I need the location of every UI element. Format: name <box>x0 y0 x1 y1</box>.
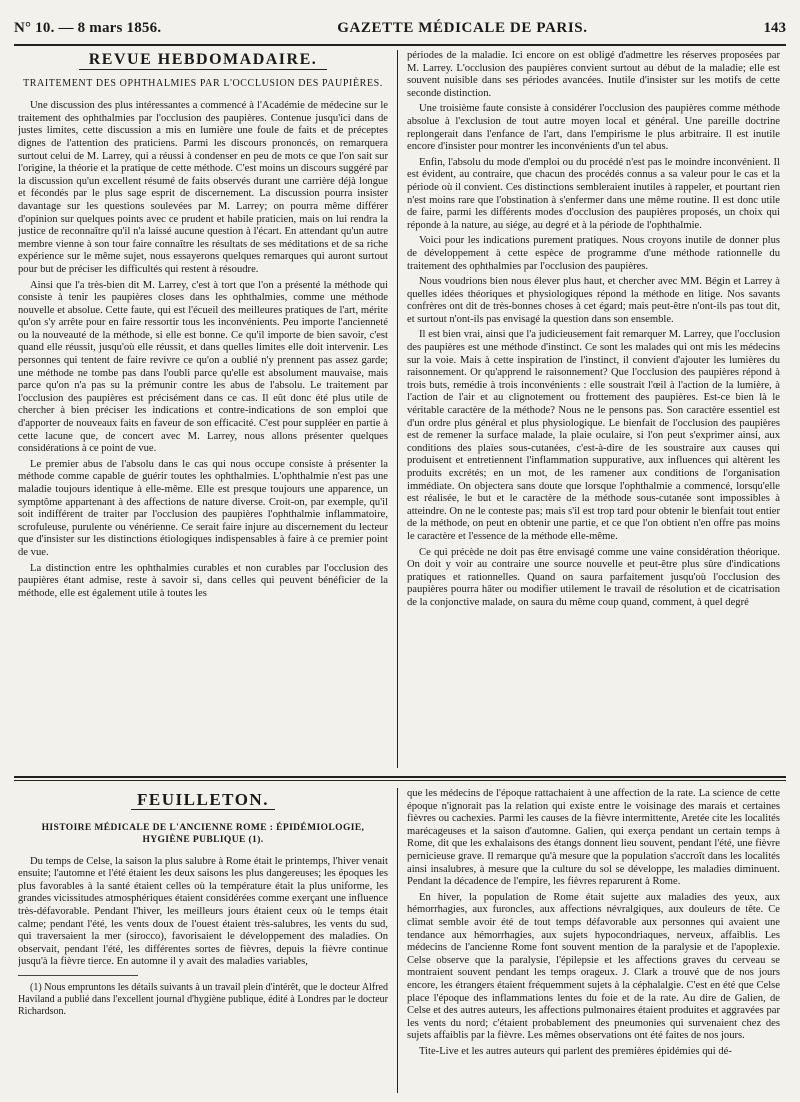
feuilleton-title: FEUILLETON. <box>18 794 388 810</box>
section-rule-bottom <box>14 780 786 781</box>
footnote-rule <box>18 975 138 976</box>
revue-left-column <box>18 50 388 770</box>
feuilleton-subtitle: HISTOIRE MÉDICALE DE L'ANCIENNE ROME : ÉPIDÉMIOLOGIE, HYGIÈNE PUBLIQUE (1). <box>41 822 365 845</box>
revue-paragraph: Une discussion des plus intéressantes a commencé à l'Académie de médecine sur le traitement des ophthalmies par l'occlusion des paupières. Contenue jusqu'ici dans de justes limites, cette discussion a mis en lumière une foule de faits et de préceptes dignes de l'attention des praticiens. Parmi les discours prononcés, on remarquera surtout celui de M. Larrey, qui a réussi à condenser en peu de mots ce que l'on sait sur l'origine, la théorie et la pratique de cette méthode. C'est moins un discours suggéré par la discussion qu'un excellent résumé de faits observés durant une carrière déjà longue et fécondés par le plus sage esprit de discernement. La discussion pourra insister davantage sur les questions soulevées par M. Larrey; on pourra même différer d'opinion sur quelques points avec ce prudent et habile praticien, mais on lui rendra la justice de reconnaître qu'il n'a laissé aucune question à l'écart. En attendant qu'un autre membre vienne à son tour faire connaître les résultats de ses méditations et de sa riche expérience sur le même sujet, nous essayerons quelques remarques qui auront surtout pour but de préciser les difficultés qui restent à résoudre. <box>18 100 388 275</box>
revue-paragraph: Ainsi que l'a très-bien dit M. Larrey, c'est à tort que l'on a présenté la méthode qui consiste à tenir les paupières closes dans les ophthalmies, comme une méthode nouvelle et absolue. Cette faute, qui est l'écueil des meilleures pratiques de l'art, mérite qu'on s'y arrête pour en faire ressortir tous les inconvénients. Peu importe l'ancienneté ou la nouveauté de la méthode, si elle est bonne. Ce qu'il importe de bien savoir, c'est quand elle réussit, jusqu'où elle réussit, et dans quelles limites elle doit intervenir. Les personnes qui tentent de faire revivre ce qu'on a oublié n'y prennent pas assez garde; une méthode ne tombe pas dans l'oubli parce qu'elle est absolument mauvaise, mais parce qu'on n'a pas su la prémunir contre les abus de l'absolu. Le traitement par l'occlusion des paupières est précisément dans ce cas. Il eût donc été plus utile de chercher à bien préciser les indications et contre-indications de son emploi que d'apporter de nouveaux faits en faveur de son efficacité. C'est pour suppléer en partie à cette lacune que, de concert avec M. Larrey, nous allons présenter quelques considérations à ce point de vue. <box>18 279 388 455</box>
feuilleton-left-column <box>18 788 388 1093</box>
revue-paragraph: La distinction entre les ophthalmies curables et non curables par l'occlusion des paupières étant admise, reste à savoir si, dans celles qui peuvent bénéficier de la méthode, elle est également utile à toutes les <box>18 562 388 599</box>
feuilleton-paragraph: Du temps de Celse, la saison la plus salubre à Rome était le printemps, l'hiver venait ensuite; l'automne et l'été étaient les deux saisons les plus dangereuses; les époques les plus favorables à la santé étaient celles où la température était la plus uniforme, les grandes vicissitudes atmosphériques étaient considérées comme exerçant une influence très-défavorable. Pendant l'hiver, les meilleurs jours étaient ceux où le temps était calme; pendant l'été, les vents doux de l'ouest étaient très-salubres, les vents du sud, qui traversaient la mer (sirocco), favorisaient le développement des maladies. On observait, pendant l'été, les différentes sortes de fièvres, depuis la fièvre continue jusqu'à la fièvre tierce. En automne il y avait des maladies variables, <box>18 855 388 968</box>
revue-paragraph: Nous voudrions bien nous élever plus haut, et chercher avec MM. Bégin et Larrey à quelles idées théoriques et physiologiques répond la méthode en litige. Nos savants confrères ont dit de très-bonnes choses à cet égard; mais peut-être n'ont-ils pas tout dit, et surtout n'ont-ils pas envisagé la question dans son ensemble. <box>407 276 780 325</box>
revue-paragraph: Ce qui précède ne doit pas être envisagé comme une vaine considération théorique. On doit y voir au contraire une source nouvelle et peut-être plus sûre d'indications pratiques et rationnelles. Quand on saura parfaitement jusqu'où l'occlusion des paupières pourra hâter ou modifier utilement le travail de résolution et de cicatrisation de la conjonctive malade, on saura du même coup quand, comment, à quel degré <box>407 546 780 608</box>
footnote: (1) Nous empruntons les détails suivants à un travail plein d'intérêt, que le docteur Alfred Haviland a publié dans l'excellent journal d'hygiène publique, édité à Londres par le docteur Richardson. <box>18 981 388 1017</box>
revue-title: REVUE HEBDOMADAIRE. <box>18 54 388 70</box>
header-rule <box>14 44 786 46</box>
revue-paragraph: Il est bien vrai, ainsi que l'a judicieusement fait remarquer M. Larrey, que l'occlusion des paupières est une méthode d'instinct. Ce sont les malades qui ont mis les médecins sur la voie. Mais à cette inspiration de l'instinct, il convient d'ajouter les lumières du raisonnement. Or qu'apprend le raisonnement? Que l'occlusion des paupières répond à trois buts, remédie à trois inconvénients : elle soustrait l'œil à l'action de la lumière, à l'action de l'air et au clignotement ou frottement des paupières. Est-ce bien là le véritable caractère de la méthode? Nous ne le pensons pas. Son caractère essentiel est d'un ordre plus général et plus physiologique. Le bienfait de l'occlusion des paupières est de remener la surface malade, la plaie oculaire, si l'on peut s'exprimer ainsi, aux conditions des plaies sous-cutanées, c'est-à-dire de les soustraire aux causes qui produisent et entretiennent l'inflammation suppurative, aux influences qui altèrent les produits excrétés; en un mot, de les ramener aux conditions de l'organisation immédiate. On objectera sans doute que lorsque l'ophthalmie a commencé, lorsqu'elle est réalisée, le but et le caractère de la méthode sous-cutanée sont impossibles à atteindre. On ne le conteste pas; mais s'il est trop tard pour obtenir le bienfait tout entier de la méthode, on peut en obtenir une partie, et ce que l'on obtient n'en offre pas moins le caractère et l'essence de la méthode elle-même. <box>407 329 780 542</box>
issue-date: N° 10. — 8 mars 1856. <box>14 19 162 36</box>
page-number: 143 <box>763 19 786 36</box>
revue-paragraph: Une troisième faute consiste à considérer l'occlusion des paupières comme méthode absolue à l'exclusion de tout autre moyen local et général. Une pareille doctrine replongerait dans l'enfance de l'art, dans l'empirisme le plus arbitraire. Il est inutile encore d'insister pour montrer les inconvénients d'un tel abus. <box>407 103 780 153</box>
revue-paragraph: périodes de la maladie. Ici encore on est obligé d'admettre les réserves proposées par M. Larrey. L'occlusion des paupières convient surtout au début de la maladie; elle est souvent nuisible dans ses périodes avancées. Inutile d'insister sur les motifs de cette seconde distinction. <box>407 50 780 99</box>
feuilleton-right-column <box>407 788 780 1093</box>
revue-right-column <box>407 50 780 770</box>
revue-paragraph: Voici pour les indications purement pratiques. Nous croyons inutile de donner plus de développement à cette espèce de programme d'une méthode rationnelle du traitement des ophthalmies par l'occlusion des paupières. <box>407 235 780 272</box>
running-header <box>14 14 786 42</box>
revue-subtitle: TRAITEMENT DES OPHTHALMIES PAR L'OCCLUSION DES PAUPIÈRES. <box>23 77 383 89</box>
feuilleton-paragraph: Tite-Live et les autres auteurs qui parlent des premières épidémies qui dé- <box>419 1045 732 1057</box>
journal-title: GAZETTE MÉDICALE DE PARIS. <box>337 19 588 36</box>
column-divider-upper <box>397 50 398 768</box>
feuilleton-paragraph: que les médecins de l'époque rattachaient à une affection de la rate. La science de cette époque n'ignorait pas la relation qui existe entre le voisinage des marais et certaines fièvres ou cachexies. Parmi les causes de la fièvre intermittente, Aretée cite les localités marécageuses et la saison d'automne. Galien, qui exerça pendant un certain temps à Rome, dit que les exhalaisons des étangs donnent lieu souvent, pendant l'été, une fièvre pernicieuse grave. Il remarque qu'à mesure que la population s'accroît dans les localités ainsi insalubres, à mesure que la culture du sol se développe, les maladies diminuent. Pendant la décadence de l'empire, les fièvres reparurent à Rome. <box>407 788 780 888</box>
revue-paragraph: Le premier abus de l'absolu dans le cas qui nous occupe consiste à présenter la méthode comme capable de guérir toutes les ophthalmies. L'ophthalmie n'est pas une maladie toujours identique à elle-même. Elle est presque toujours une apparence, un symptôme appartenant à des affections de nature diverse. Croit-on, par exemple, qu'il soit indifférent de traiter par l'occlusion des paupières l'ophthalmie inflammatoire, scrofuleuse, purulente ou vénérienne. Ce serait faire injure au discernement du lecteur que d'insister sur les distinctions étiologiques indispensables à faire à ce premier point de vue. <box>18 458 388 558</box>
revue-paragraph: Enfin, l'absolu du mode d'emploi ou du procédé n'est pas le moindre inconvénient. Il est évident, au contraire, que chacun des procédés connus a sa valeur pour le cas et la période où il convient. Ces distinctions sembleraient inutiles à rappeler, et pourtant rien n'est moins rare que l'obstination à s'enfermer dans une même routine. Il est donc utile de faire, parmi les différents modes d'occlusion des paupières proposés, un choix qui réponde à la nature, au siége, au degré et à la période de l'ophthalmie. <box>407 156 780 231</box>
column-divider-lower <box>397 788 398 1093</box>
feuilleton-paragraph: En hiver, la population de Rome était sujette aux maladies des yeux, aux hémorrhagies, aux furoncles, aux affections névralgiques, aux douleurs de tête. Ce climat semble avoir été de tout temps défavorable aux personnes qui avaient une tendance aux hémorrhagies, aux sujets hypocondriaques, nerveux, affaiblis. Les médecins de l'ancienne Rome font souvent mention de la paralysie et de l'apoplexie. Celse observe que la paralysie, l'épilepsie et les affections graves du cerveau se montraient souvent pendant les temps orageux. J. Clark a trouvé que de nos jours encore, les étrangers étaient fréquemment sujets à la céphalalgie. C'est en été que Celse place l'époque des inflammations lentes du foie et de la rate. Au dire de Galien, de Celse et des autres auteurs, les affections pulmonaires étaient produites et aggravées par les vents du nord; c'étaient probablement des pneumonies qui survenaient chez des sujets affaiblis par la fièvre. Les mêmes observations ont été faites de nos jours. <box>407 891 780 1042</box>
section-rule-top <box>14 776 786 778</box>
